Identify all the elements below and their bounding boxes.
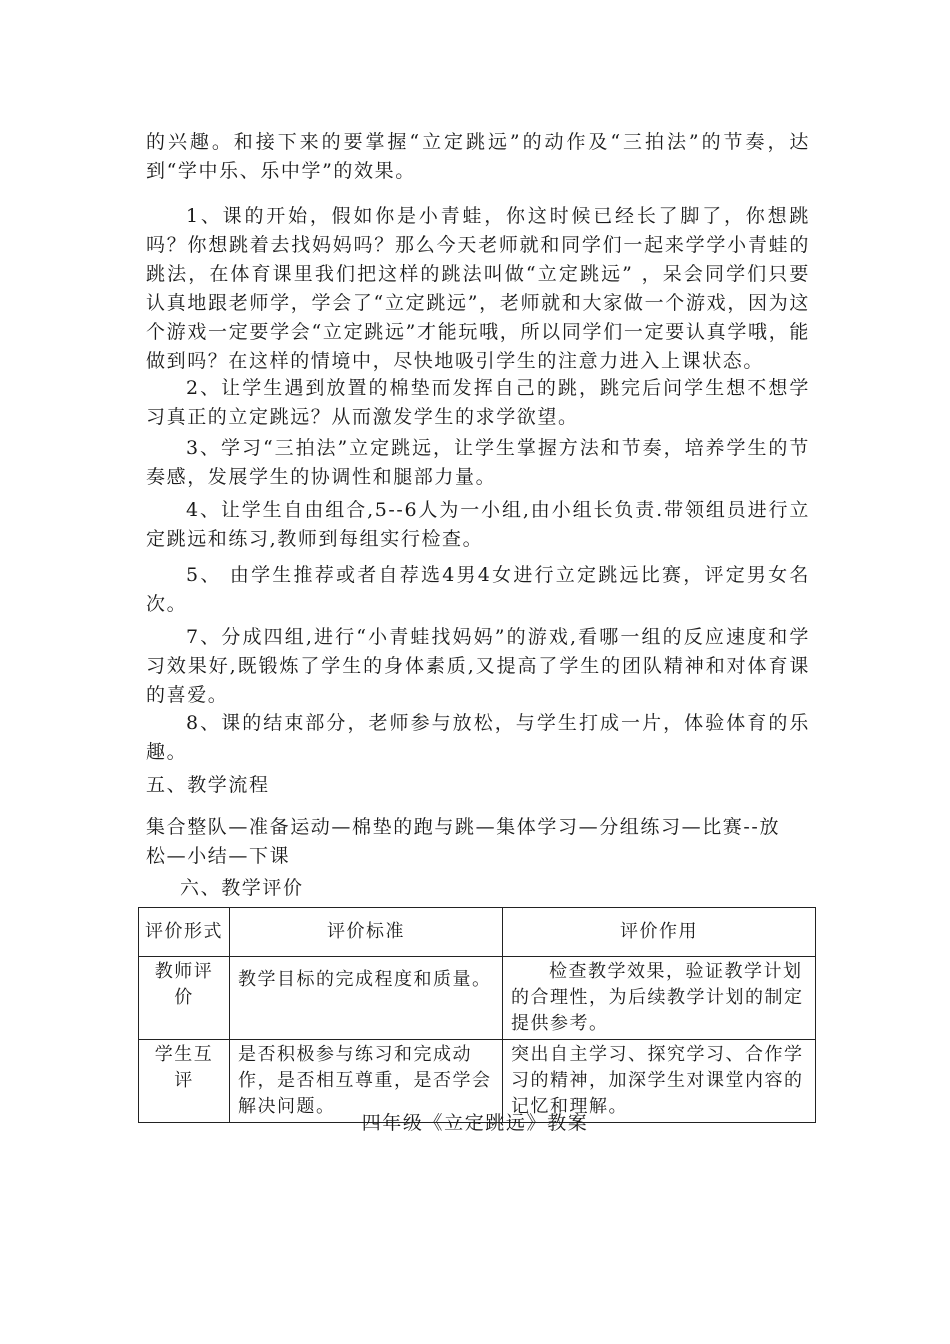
table-cell-standard: 教学目标的完成程度和质量。	[230, 957, 503, 1040]
paragraph-step-1: 1、课的开始，假如你是小青蛙，你这时候已经长了脚了，你想跳吗？你想跳着去找妈妈吗？那么今天老师就和同学们一起来学学小青蛙的跳法，在体育课里我们把这样的跳法叫做“立定跳远” ，呆会同学们只要认真地跟老师学，学会了“立定跳远”，老师就和大家做一个游戏，因为这个游戏一定要学会“立定跳远”才能玩哦，所以同学们一定要认真学哦，能做到吗？在这样的情境中，尽快地吸引学生的注意力进入上课状态。	[146, 205, 810, 372]
table-header-row	[139, 908, 816, 957]
section-heading-flow: 五、教学流程	[146, 774, 270, 796]
table-cell-form: 教师评价	[139, 957, 230, 1040]
table-cell-effect-text: 检查教学效果，验证教学计划的合理性，为后续教学计划的制定提供参考。	[511, 961, 804, 1034]
paragraph-step-7: 7、分成四组,进行“小青蛙找妈妈”的游戏,看哪一组的反应速度和学习效果好,既锻炼了学生的身体素质,又提高了学生的团队精神和对体育课的喜爱。	[146, 626, 810, 706]
section-heading-evaluation: 六、教学评价	[180, 877, 304, 899]
teaching-flow-text: 集合整队—准备运动—棉垫的跑与跳—集体学习—分组练习—比赛--放松—小结—下课	[146, 816, 781, 867]
paragraph-step-8: 8、课的结束部分，老师参与放松，与学生打成一片，体验体育的乐趣。	[146, 712, 810, 763]
table-cell-standard: 是否积极参与练习和完成动作，是否相互尊重，是否学会解决问题。	[230, 1040, 503, 1123]
table-header-standard: 评价标准	[230, 908, 503, 957]
table-cell-effect	[503, 957, 816, 1040]
paragraph-intro: 的兴趣。和接下来的要掌握“立定跳远”的动作及“三拍法”的节奏，达到“学中乐、乐中学”的效果。	[146, 131, 810, 182]
document-footer-title: 四年级《立定跳远》教案	[361, 1112, 589, 1134]
table-cell-form: 学生互评	[139, 1040, 230, 1123]
table-cell-effect: 突出自主学习、探究学习、合作学习的精神，加深学生对课堂内容的记忆和理解。	[503, 1040, 816, 1123]
paragraph-step-5: 5、 由学生推荐或者自荐选4男4女进行立定跳远比赛，评定男女名次。	[146, 564, 810, 615]
table-header-form: 评价形式	[139, 908, 230, 957]
table-row	[139, 957, 816, 1040]
evaluation-table	[138, 907, 816, 1123]
paragraph-step-2: 2、让学生遇到放置的棉垫而发挥自己的跳，跳完后问学生想不想学习真正的立定跳远？从而激发学生的求学欲望。	[146, 377, 810, 428]
paragraph-step-4: 4、让学生自由组合,5--6人为一小组,由小组长负责.带领组员进行立定跳远和练习,教师到每组实行检查。	[146, 499, 810, 550]
table-header-effect: 评价作用	[503, 908, 816, 957]
paragraph-step-3: 3、学习“三拍法”立定跳远，让学生掌握方法和节奏，培养学生的节奏感，发展学生的协调性和腿部力量。	[146, 437, 810, 488]
